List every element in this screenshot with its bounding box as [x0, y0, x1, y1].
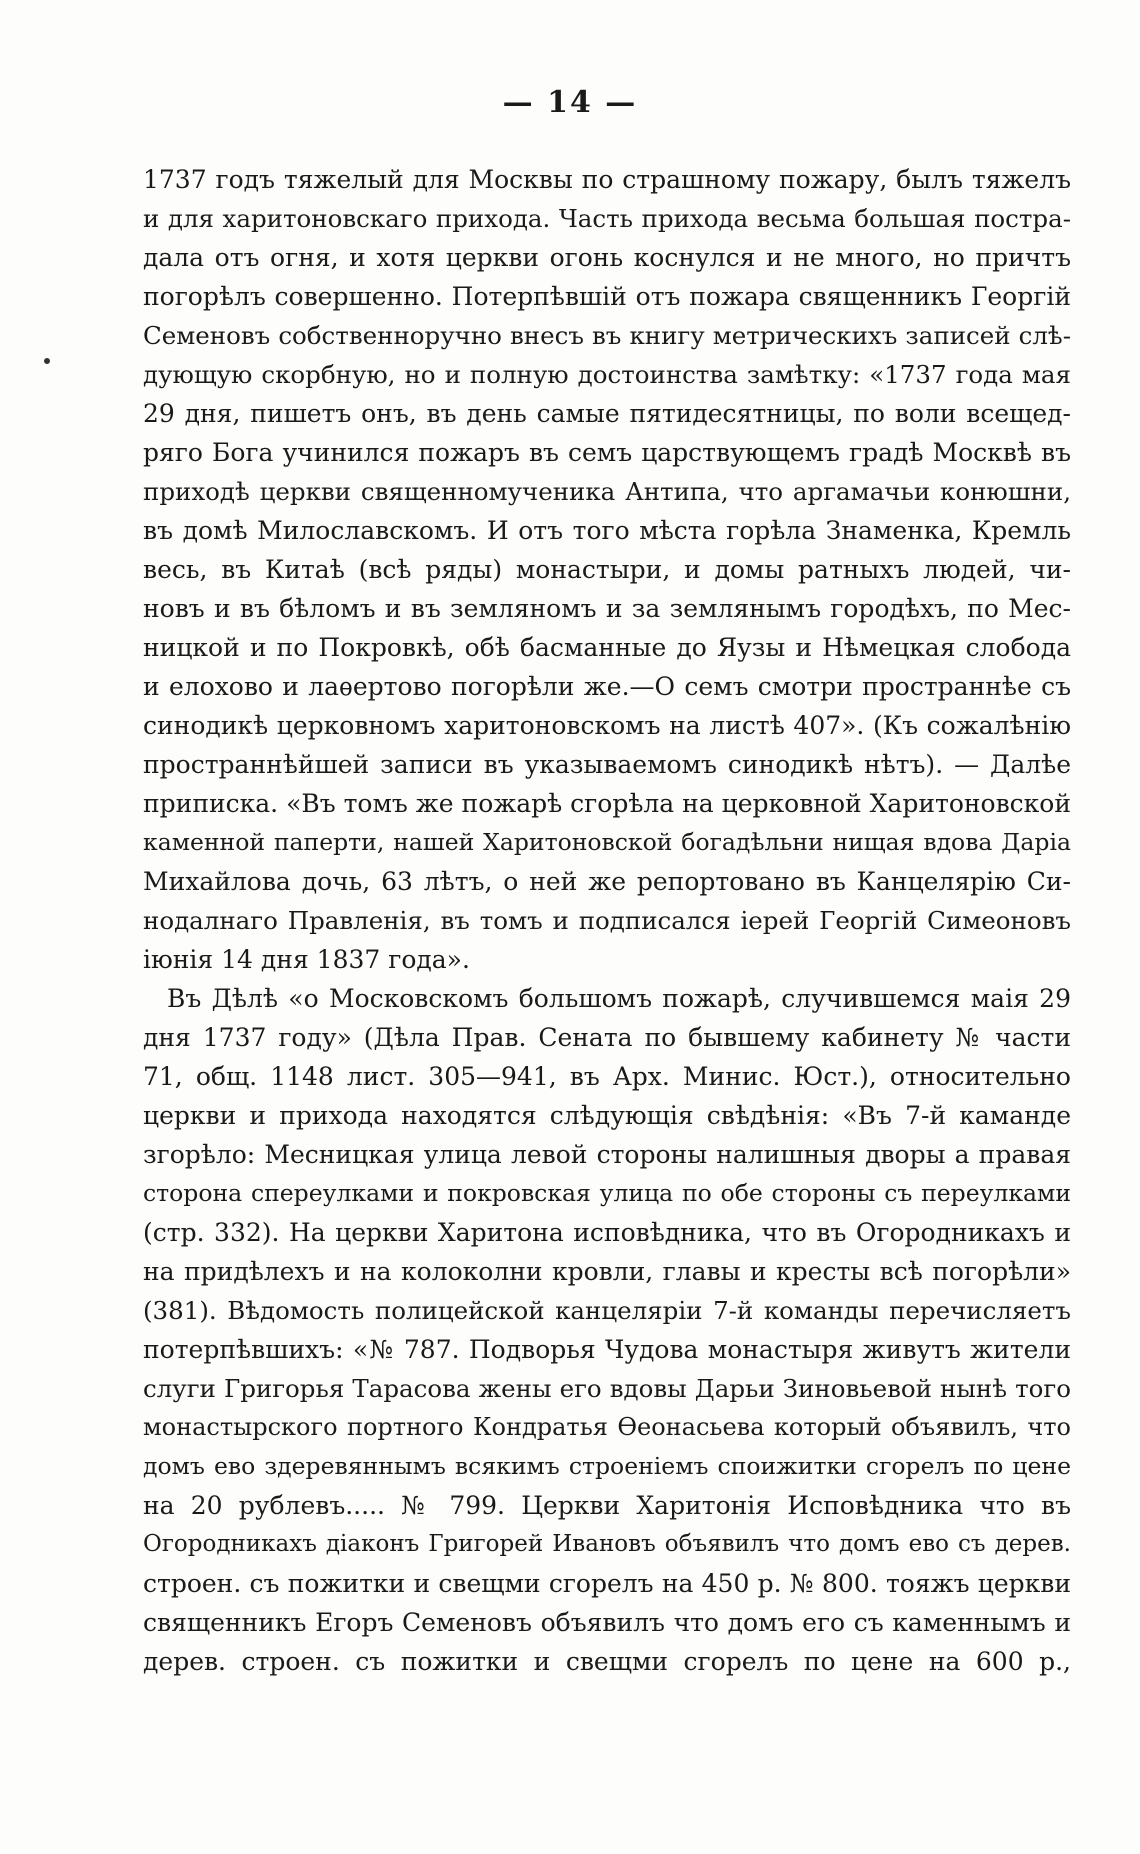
text-line: на придѣлехъ и на колоколни кровли, главы и кресты всѣ погорѣли»: [143, 1257, 1071, 1286]
text-line: дня 1737 году» (Дѣла Прав. Сената по бывшему кабинету № части: [143, 1023, 1071, 1052]
text-line: Огородникахъ діаконъ Григорей Ивановъ объявилъ что домъ ево съ дерев.: [143, 1531, 1071, 1557]
text-line: приходѣ церкви священномученика Антипа, что аргамачьи конюшни,: [143, 477, 1071, 506]
text-line: згорѣло: Месницкая улица левой стороны налишныя дворы а правая: [143, 1140, 1071, 1169]
text-line: слуги Григорья Тарасова жены его вдовы Дарьи Зиновьевой нынѣ того: [143, 1374, 1071, 1403]
text-line: Михайлова дочь, 63 лѣтъ, о ней же репортовано въ Канцелярію Си-: [143, 867, 1071, 896]
text-line: нодалнаго Правленія, въ томъ и подписался іерей Георгій Симеоновъ: [143, 906, 1071, 935]
text-line: приписка. «Въ томъ же пожарѣ сгорѣла на церковной Харитоновской: [143, 789, 1071, 818]
text-line: пространнѣйшей записи въ указываемомъ синодикѣ нѣтъ). — Далѣе: [143, 750, 1071, 779]
text-line: 71, общ. 1148 лист. 305—941, въ Арх. Минис. Юст.), относительно: [143, 1062, 1071, 1091]
margin-mark: [44, 358, 50, 364]
text-line: строен. съ пожитки и свещми сгорелъ на 450 р. № 800. тояжъ церкви: [143, 1569, 1071, 1598]
text-line: каменной паперти, нашей Харитоновской богадѣльни нищая вдова Даріа: [143, 828, 1071, 856]
text-line: священникъ Егоръ Семеновъ объявилъ что домъ его съ каменнымъ и: [143, 1608, 1071, 1637]
page-text: [143, 160, 1071, 1681]
text-line: Въ Дѣлѣ «о Московскомъ большомъ пожарѣ, случившемся маія 29: [167, 984, 1071, 1013]
text-line: іюнія 14 дня 1837 года».: [143, 945, 470, 974]
text-line: домъ ево здеревяннымъ всякимъ строеніемъ споижитки сгорелъ по цене: [143, 1452, 1071, 1480]
text-line: 29 дня, пишетъ онъ, въ день самые пятидесятницы, по воли всещед-: [143, 399, 1071, 428]
text-line: синодикѣ церковномъ харитоновскомъ на листѣ 407». (Къ сожалѣнію: [143, 711, 1071, 740]
text-line: Семеновъ собственноручно внесъ въ книгу метрическихъ записей слѣ-: [143, 321, 1071, 350]
text-line: дующую скорбную, но и полную достоинства замѣтку: «1737 года мая: [143, 360, 1071, 389]
text-line: дала отъ огня, и хотя церкви огонь коснулся и не много, но причтъ: [143, 243, 1071, 272]
text-line: погорѣлъ совершенно. Потерпѣвшій отъ пожара священникъ Георгій: [143, 282, 1071, 311]
text-line: (381). Вѣдомость полицейской канцеляріи 7-й команды перечисляетъ: [143, 1296, 1071, 1325]
text-line: на 20 рублевъ..... № 799. Церкви Харитонія Исповѣдника что въ: [143, 1491, 1071, 1520]
text-line: монастырского портного Кондратья Ѳеонасьева который объявилъ, что: [143, 1413, 1071, 1441]
text-line: (стр. 332). На церкви Харитона исповѣдника, что въ Огородникахъ и: [143, 1218, 1071, 1247]
text-line: сторона спереулками и покровская улица по обе стороны съ переулками: [143, 1179, 1071, 1207]
text-line: дерев. строен. съ пожитки и свещми сгорелъ по цене на 600 р.,: [143, 1647, 1071, 1676]
text-line: 1737 годъ тяжелый для Москвы по страшному пожару, былъ тяжелъ: [143, 165, 1071, 194]
text-line: новъ и въ бѣломъ и въ земляномъ и за землянымъ городѣхъ, по Мес-: [143, 594, 1071, 623]
text-line: и для харитоновскаго прихода. Часть прихода весьма большая постра-: [143, 204, 1071, 233]
text-line: ницкой и по Покровкѣ, обѣ басманные до Яузы и Нѣмецкая слобода: [143, 633, 1071, 662]
page-number: — 14 —: [502, 85, 638, 120]
text-line: и елохово и лаѳертово погорѣли же.—О семъ смотри пространнѣе съ: [143, 672, 1071, 701]
text-line: ряго Бога учинился пожаръ въ семъ царствующемъ градѣ Москвѣ въ: [143, 438, 1071, 467]
text-line: весь, въ Китаѣ (всѣ ряды) монастыри, и домы ратныхъ людей, чи-: [143, 555, 1071, 584]
text-line: въ домѣ Милославскомъ. И отъ того мѣста горѣла Знаменка, Кремль: [143, 516, 1071, 545]
text-line: потерпѣвшихъ: «№ 787. Подворья Чудова монастыря живутъ жители: [143, 1335, 1071, 1364]
text-line: церкви и прихода находятся слѣдующія свѣдѣнія: «Въ 7-й каманде: [143, 1101, 1071, 1130]
